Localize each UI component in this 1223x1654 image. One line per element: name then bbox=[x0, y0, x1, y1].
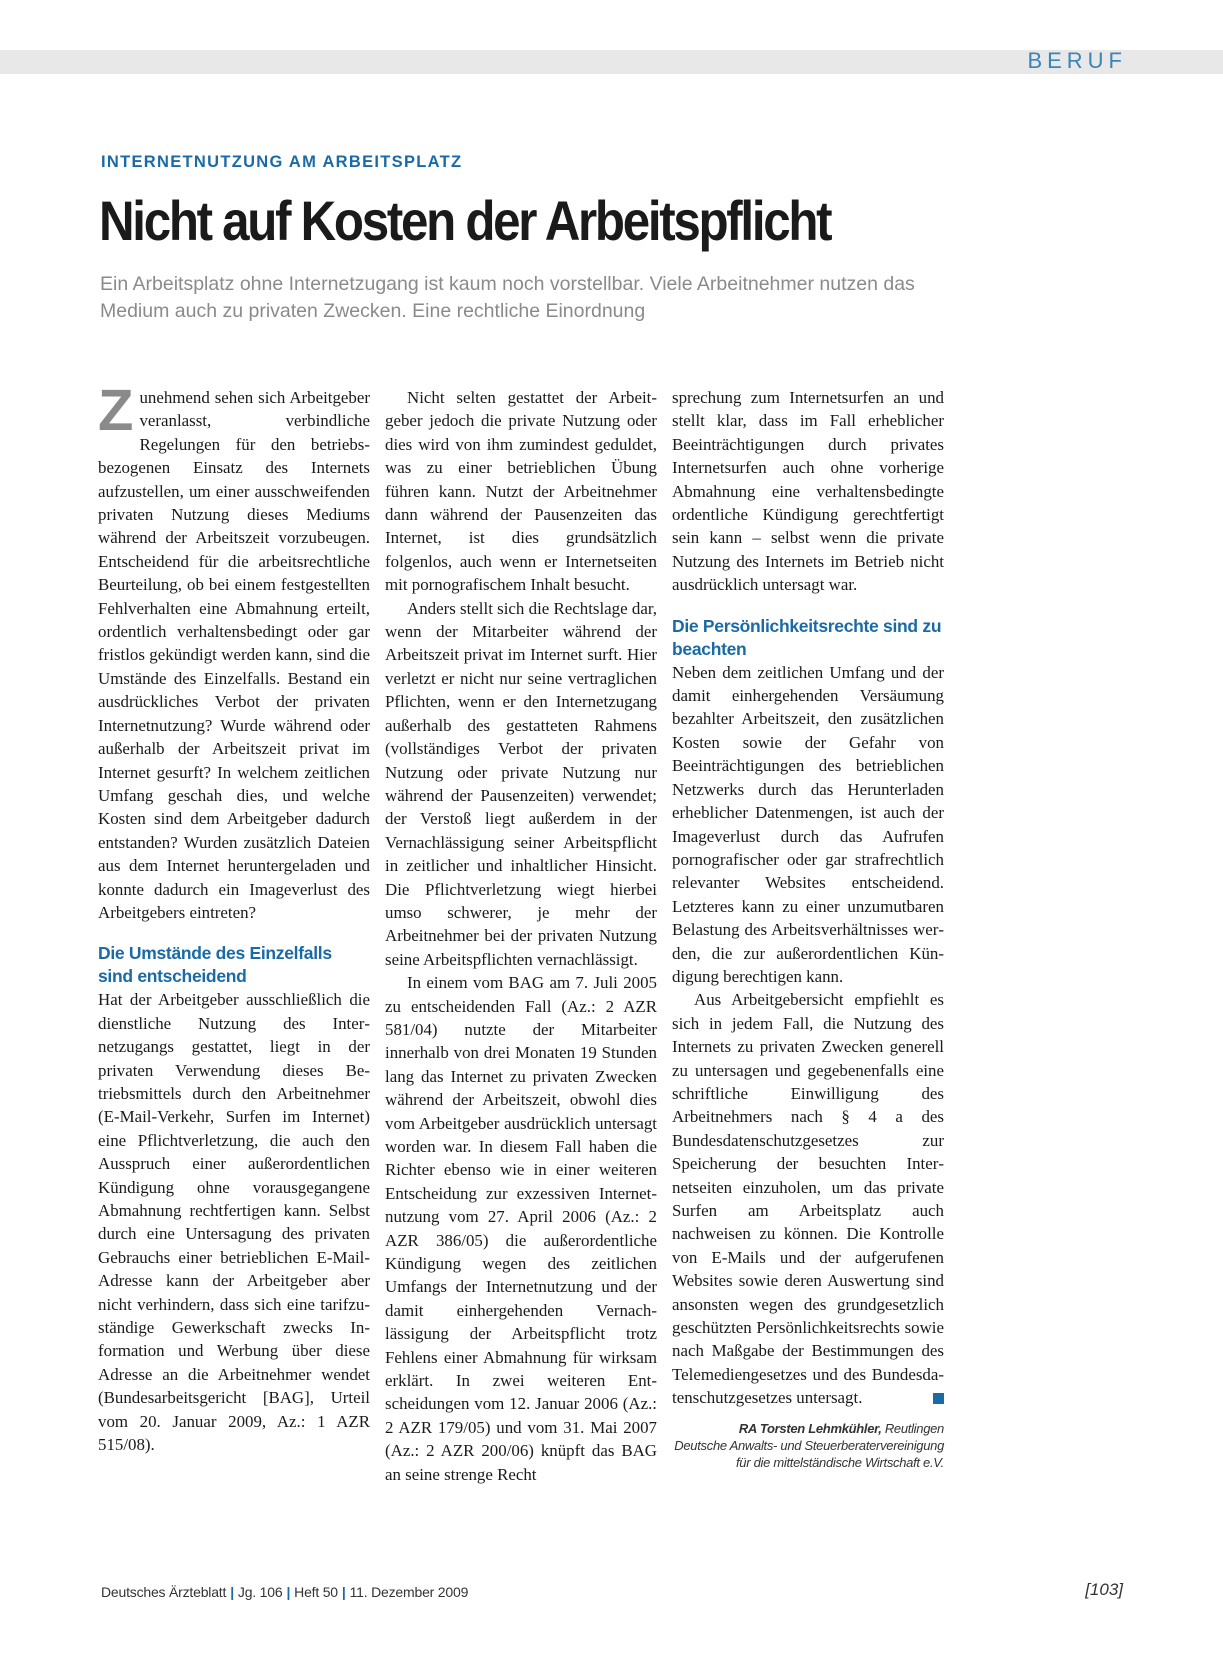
drop-cap: Z bbox=[98, 378, 134, 443]
footer-separator: | bbox=[341, 1584, 346, 1600]
author-block bbox=[672, 1420, 944, 1471]
subheading: Die Umstände des Einzelfalls sind entscheidend bbox=[98, 943, 332, 987]
footer-separator: | bbox=[230, 1584, 234, 1600]
footer bbox=[101, 1584, 468, 1600]
journal-date: 11. Dezember 2009 bbox=[349, 1584, 469, 1600]
author-organization-suffix: für die mittelständische Wirtschaft e.V. bbox=[735, 1454, 944, 1470]
column-2 bbox=[385, 386, 657, 1486]
paragraph: Hat der Arbeitgeber ausschließlich die dienstliche Nutzung des Internetzugangs gestattet, liegt in der privaten Verwendung dieses Betriebsmittels durch den Arbeitnehmer (E-Mail-Verkehr, Surfen im Internet) eine Pflichtverletzung, die auch den Ausspruch einer außerordentlichen Kündigung ohne vorausgegangene Abmahnung rechtfertigen kann. Selbst durch eine Untersagung des privaten Gebrauchs einer betrieblichen E-Mail-Adresse kann der Arbeitgeber aber nicht verhindern, dass sich eine tarifzuständige Gewerkschaft zwecks Information und Werbung über diese Adresse an die Arbeitnehmer wendet (Bundesarbeitsgericht [BAG], Urteil vom 20. Januar 2009, Az.: 1 AZR 515/08). bbox=[98, 990, 370, 1455]
author-organization: Deutsche Anwalts- und Steuerberatervereinigung bbox=[674, 1437, 944, 1453]
paragraph bbox=[98, 378, 370, 924]
paragraph-text: Aus Arbeitgebersicht empfiehlt es sich in jedem Fall, die Nutzung des Internets zu privaten Zwecken generell zu untersagen und gegebenenfalls eine schriftliche Einwilligung des Arbeitnehmers nach § 4 a des Bundesdatenschutzgesetzes zur Speicherung der besuchten Internetseiten einzuholen, um das private Surfen am Arbeitsplatz auch nachweisen zu können. Die Kontrolle von E-Mails und der aufgerufenen Websites sowie deren Auswertung sind ansonsten wegen des grundgesetzlich geschützten Persönlichkeitsrechts sowie nach Maßgabe der Bestimmungen des Telemediengesetzes und des Bundesdatenschutzgesetzes untersagt. bbox=[672, 990, 944, 1408]
column-3 bbox=[672, 386, 944, 1471]
author-city: Reutlingen bbox=[884, 1420, 944, 1436]
journal-volume: Jg. 106 bbox=[237, 1584, 283, 1600]
paragraph: Anders stellt sich die Rechtslage dar, wenn der Mitarbeiter während der Arbeitszeit privat im Internet surft. Hier verletzt er nicht nur seine vertraglichen Pflichten, wenn er den Internetzugang außerhalb des gestatteten Rahmens (vollständiges Verbot der privaten Nutzung oder private Nutzung nur während der Pausenzeiten) verwendet; der Verstoß liegt außerdem in der Vernachlässigung seiner Arbeitspflicht in zeitlicher und inhaltlicher Hinsicht. Die Pflichtverletzung wiegt hierbei umso schwerer, je mehr der Arbeitnehmer bei der privaten Nutzung seine Arbeitspflichten vernachlässigt. bbox=[385, 598, 657, 969]
article-title: Nicht auf Kosten der Arbeitspflicht bbox=[99, 189, 831, 252]
page-number: [103] bbox=[1085, 1580, 1123, 1599]
article-subtitle: Ein Arbeitsplatz ohne Internetzugang ist kaum noch vorstellbar. Viele Arbeitnehmer nutzen das Medium auch zu privaten Zwecken. Eine rechtliche Einordnung bbox=[100, 273, 915, 322]
article-kicker: INTERNETNUTZUNG AM ARBEITSPLATZ bbox=[101, 153, 463, 171]
paragraph bbox=[672, 988, 944, 1409]
journal-name: Deutsches Ärzteblatt bbox=[101, 1584, 227, 1600]
paragraph: Neben dem zeitlichen Umfang und der damit einhergehenden Versäumung bezahlter Arbeitszeit, den zusätzlichen Kosten sowie der Gefahr von Beeinträchtigungen des betrieblichen Netzwerks durch das Herunterladen erheblicher Datenmengen, ist auch der Imageverlust durch das Aufrufen pornografischer oder gar strafrechtlich relevanter Websites entscheidend. Letzteres kann zu einer unzumutbaren Belastung des Arbeitsverhältnisses werden, die zur außerordentlichen Kündigung berechtigen kann. bbox=[672, 662, 944, 986]
author-name: RA Torsten Lehmkühler, bbox=[738, 1420, 882, 1436]
paragraph-text: unehmend sehen sich Arbeitgeber veranlasst, verbindliche Regelungen für den betriebsbezogenen Einsatz des Internets aufzustellen, um einer ausschweifenden privaten Nutzung dieses Mediums während der Arbeitszeit vorzubeugen. Entscheidend für die arbeitsrechtliche Beurteilung, ob bei einem festgestellten Fehlverhalten eine Abmahnung erteilt, ordentlich verhaltensbedingt oder gar fristlos gekündigt werden kann, sind die Umstände des Einzelfalls. Bestand ein ausdrückliches Verbot der privaten Internetnutzung? Wurde während oder außerhalb der Arbeitszeit privat im Internet gesurft? In welchem zeitlichen Umfang geschah dies, und welche Kosten sind dem Arbeitgeber dadurch entstanden? Wurden zusätzlich Dateien aus dem Internet heruntergeladen und konnte dadurch ein Imageverlust des Arbeitgebers eintreten? bbox=[98, 388, 370, 922]
paragraph: sprechung zum Internetsurfen an und stellt klar, dass im Fall erheblicher Beeinträchtigungen durch privates Internetsurfen auch ohne vorherige Abmahnung eine verhaltensbedingte ordentliche Kündigung gerechtfertigt sein kann – selbst wenn die private Nutzung des Internets im Betrieb nicht ausdrücklich untersagt war. bbox=[672, 388, 944, 595]
section-label: BERUF bbox=[1027, 48, 1127, 73]
paragraph: Nicht selten gestattet der Arbeitgeber jedoch die private Nutzung oder dies wird von ihm zumindest geduldet, was zu einer betrieblichen Übung führen kann. Nutzt der Arbeitnehmer dann während der Pausenzeiten das Internet, ist dies grundsätzlich folgenlos, auch wenn er Internetseiten mit pornografischem Inhalt besucht. bbox=[385, 388, 657, 595]
paragraph: In einem vom BAG am 7. Juli 2005 zu entscheidenden Fall (Az.: 2 AZR 581/04) nutzte der Mitarbeiter innerhalb von drei Monaten 19 Stunden lang das Internet zu privaten Zwecken während der Arbeitszeit, obwohl dies vom Arbeitgeber ausdrücklich untersagt worden war. In diesem Fall haben die Richter ebenso wie in einer weiteren Entscheidung zur exzessiven Internetnutzung vom 27. April 2006 (Az.: 2 AZR 386/05) die außerordentliche Kündigung wegen des zeitlichen Umfangs der Internetnutzung und der damit einhergehenden Vernachlässigung der Arbeitspflicht trotz Fehlens einer Abmahnung für wirksam erklärt. In zwei weiteren Entscheidungen vom 12. Januar 2006 (Az.: 2 AZR 179/05) und vom 31. Mai 2007 (Az.: 2 AZR 200/06) knüpft das BAG an seine strenge Recht bbox=[385, 973, 657, 1484]
subheading: Die Persönlichkeitsrechte sind zu beachten bbox=[672, 615, 942, 659]
journal-issue: Heft 50 bbox=[294, 1584, 338, 1600]
end-mark-icon bbox=[933, 1393, 944, 1404]
footer-separator: | bbox=[286, 1584, 291, 1600]
column-1 bbox=[98, 378, 370, 1456]
